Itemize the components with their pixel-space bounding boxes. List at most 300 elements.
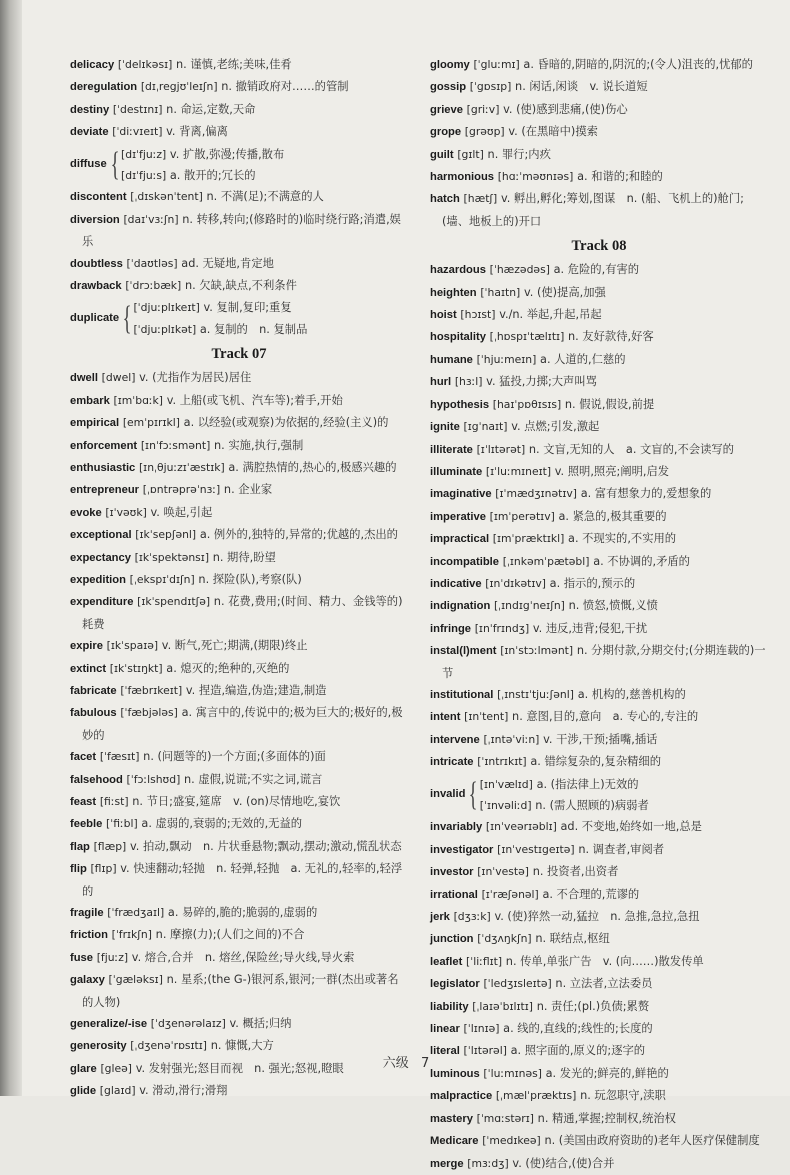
phonetic: [ˈdjuːplɪkət]	[133, 322, 197, 336]
headword: imperative	[430, 510, 486, 523]
headword: irrational	[430, 888, 478, 901]
definition: a. 满腔热情的,热心的,极感兴趣的	[228, 460, 397, 474]
definition: v. 快速翻动;轻抛 n. 轻弹,轻抛 a. 无礼的,轻率的,轻浮的	[82, 862, 403, 898]
headword: hatch	[430, 193, 460, 206]
word-entry	[70, 54, 408, 76]
phonetic: [hɔɪst]	[460, 308, 496, 322]
headword: imaginative	[430, 488, 492, 501]
word-entry	[70, 144, 408, 187]
dictionary-page	[22, 0, 790, 1170]
headword: investigator	[430, 843, 494, 856]
word-entry	[70, 858, 408, 902]
phonetic: [dɪˈfjuːs]	[121, 169, 167, 183]
word-entry	[430, 640, 768, 684]
phonetic: [ˌɪndɪgˈneɪʃn]	[493, 599, 565, 613]
definition: a. 发光的;鲜亮的,鲜艳的	[545, 1066, 669, 1080]
sense-line	[133, 297, 408, 318]
sense-line	[121, 165, 408, 186]
headword: feeble	[70, 818, 103, 831]
headword: luminous	[430, 1067, 480, 1080]
word-entry	[70, 635, 408, 657]
phonetic: [ɪnˈvestɪgeɪtə]	[497, 842, 575, 856]
headword: feast	[70, 796, 97, 808]
headword: embark	[70, 394, 110, 407]
word-entry	[430, 839, 768, 861]
definition: v. 点燃;引发,激起	[511, 420, 600, 434]
definition: v. (尤指作为居民)居住	[139, 371, 252, 385]
word-entry	[430, 76, 768, 98]
definition: v. 照明,照亮;阐明,启发	[554, 464, 670, 478]
phonetic: [ˈfiːbl]	[106, 817, 138, 831]
phonetic: [ˈhjuːmeɪn]	[476, 352, 537, 366]
headword: dwell	[70, 372, 98, 385]
headword: evoke	[70, 506, 102, 519]
page-number: 7	[420, 1056, 430, 1071]
definition: v. (使)感到悲痛,(使)伤心	[503, 102, 628, 116]
definition: n. 假说,假设,前提	[564, 397, 655, 411]
phonetic: [ɪnˈfrɪndʒ]	[474, 621, 530, 635]
phonetic: [dɪˌregjʊˈleɪʃn]	[140, 80, 218, 94]
definition: ad. 无疑地,肯定地	[181, 256, 274, 270]
phonetic: [ˈdaʊtləs]	[126, 256, 178, 270]
phonetic: [ˈdrɔːbæk]	[125, 279, 182, 293]
headword: fuse	[70, 951, 94, 964]
phonetic: [ˈdʒenərəlaɪz]	[150, 1017, 226, 1031]
definition: n. 传单,单张广告 v. (向……)散发传单	[505, 954, 704, 968]
word-entry	[430, 951, 768, 973]
word-entry	[70, 836, 408, 858]
left-column	[70, 54, 408, 1103]
phonetic: [ˌɪnkəmˈpætəbl]	[502, 554, 590, 568]
phonetic: [flɪp]	[90, 862, 117, 876]
definition: n. 节日;盛宴,筵席 v. (on)尽情地吃,宴饮	[132, 795, 341, 808]
headword: diversion	[70, 213, 120, 226]
headword: illiterate	[430, 443, 473, 456]
word-entry	[430, 684, 768, 706]
phonetic: [mɜːdʒ]	[467, 1156, 509, 1170]
definition: n. 玩忽职守,渎职	[580, 1089, 666, 1103]
headword: infringe	[430, 622, 472, 635]
headword: expedition	[70, 573, 126, 586]
phonetic: [ˈluːmɪnəs]	[483, 1066, 542, 1080]
definition: a. 人道的,仁慈的	[540, 352, 626, 366]
word-entry	[430, 973, 768, 995]
word-entry	[430, 326, 768, 348]
headword: literal	[430, 1045, 460, 1058]
definition: v. 概括;归纳	[229, 1017, 292, 1031]
headword: gloomy	[430, 59, 470, 71]
headword: instal(l)ment	[430, 645, 497, 658]
headword: exceptional	[70, 529, 132, 542]
phonetic: [ɪkˈspaɪə]	[106, 639, 159, 653]
phonetic: [ˈfrɪkʃn]	[111, 928, 152, 942]
right-column	[430, 54, 768, 1175]
headword: extinct	[70, 662, 107, 675]
definition: a. 和谐的;和睦的	[577, 170, 663, 184]
phonetic: [ˌhɒspɪˈtælɪtɪ]	[489, 330, 565, 344]
sense-list	[133, 297, 408, 340]
word-entry	[430, 506, 768, 528]
word-entry	[70, 99, 408, 121]
word-entry	[430, 774, 768, 817]
definition: n. 闲话,闲谈 v. 说长道短	[515, 80, 648, 94]
word-entry	[430, 259, 768, 281]
definition: n. 投资者,出资者	[532, 865, 619, 879]
definition: v. 孵出,孵化;筹划,图谋 n. (船、飞机上的)舱门;(墙、地板上的)开口	[442, 192, 744, 228]
word-entry	[430, 906, 768, 928]
phonetic: [ˈfæbrɪkeɪt]	[120, 683, 183, 697]
word-entry	[70, 1013, 408, 1035]
word-entry	[70, 479, 408, 501]
headword: expectancy	[70, 551, 131, 564]
brace-glyph: {	[469, 776, 479, 813]
phonetic: [ˈɪnvəliːd]	[479, 799, 532, 812]
phonetic: [ˈfrædʒaɪl]	[107, 906, 165, 920]
headword: doubtless	[70, 257, 123, 270]
phonetic: [ˌɪntəˈviːn]	[483, 732, 540, 746]
headword: facet	[70, 751, 97, 764]
definition: a. 易碎的,脆的;脆弱的,虚弱的	[167, 906, 318, 920]
phonetic: [ˈdjuːplɪkeɪt]	[133, 301, 200, 315]
headword: empirical	[70, 417, 120, 430]
word-entry	[70, 502, 408, 524]
headword: linear	[430, 1023, 460, 1036]
phonetic: [hɑːˈməʊnɪəs]	[497, 170, 574, 184]
headword: invalid	[430, 788, 466, 801]
headword: investor	[430, 866, 474, 879]
headword: friction	[70, 929, 108, 942]
phonetic: [ˌɒntrəprəˈnɜː]	[142, 483, 221, 497]
word-entry	[70, 769, 408, 791]
phonetic: [hætʃ]	[463, 192, 498, 206]
definition: v. 拍动,飘动 n. 片状垂悬物;飘动,摆动;激动,慌乱状态	[129, 839, 402, 853]
definition: a. 错综复杂的,复杂精细的	[530, 755, 662, 769]
definition: n. 转移,转向;(修路时的)临时绕行路;消遣,娱乐	[82, 212, 401, 249]
phonetic: [ɪkˈstɪŋkt]	[109, 661, 163, 675]
definition: a. 昏暗的,阴暗的,阴沉的;(令人)沮丧的,忧郁的	[523, 58, 753, 71]
phonetic: [ˈfɔːlshʊd]	[126, 772, 181, 786]
definition: a. 指示的,预示的	[549, 576, 636, 590]
phonetic: [ˌɪnstɪˈtjuːʃənl]	[497, 687, 574, 701]
headword: entrepreneur	[70, 484, 140, 497]
definition: v. 捏造,编造,伪造;建造,制造	[185, 683, 327, 697]
headword: hurl	[430, 376, 452, 389]
word-entry	[70, 702, 408, 746]
binding-shadow	[0, 0, 22, 1096]
phonetic: [ˈlɪnɪə]	[463, 1022, 500, 1036]
word-entry	[430, 416, 768, 438]
definition: n. 探险(队),考察(队)	[198, 572, 302, 586]
headword: indicative	[430, 577, 482, 590]
phonetic: [ˈɪntrɪkɪt]	[477, 755, 527, 769]
definition: v. 扩散,弥漫;传播,散布	[169, 147, 285, 161]
word-entry	[70, 186, 408, 208]
definition: a. 散开的;冗长的	[169, 169, 256, 183]
headword: intricate	[430, 756, 474, 769]
phonetic: [ˈdelɪkəsɪ]	[117, 58, 173, 71]
headword: fragile	[70, 907, 104, 920]
sense-line	[480, 795, 768, 816]
headword: fabulous	[70, 707, 117, 720]
phonetic: [ˈgæləksɪ]	[108, 973, 163, 987]
headword: illuminate	[430, 465, 483, 478]
word-entry	[70, 791, 408, 813]
headword: merge	[430, 1157, 464, 1170]
definition: v. (在黑暗中)摸索	[508, 125, 598, 139]
phonetic: [ɪnˈfɔːsmənt]	[140, 438, 211, 452]
definition: v. 背离,偏离	[166, 125, 228, 139]
word-entry	[70, 275, 408, 297]
definition: a. 富有想象力的,爱想象的	[580, 487, 712, 501]
headword: junction	[430, 933, 474, 946]
phonetic: [ɪˈluːmɪneɪt]	[485, 464, 552, 478]
definition: n. 调查者,审阅者	[578, 842, 665, 856]
definition: a. 机构的,慈善机构的	[577, 687, 686, 701]
word-entry	[430, 1130, 768, 1152]
brace-glyph: {	[122, 299, 132, 337]
headword: mastery	[430, 1112, 473, 1125]
phonetic: [ˈlɪtərəl]	[463, 1044, 507, 1058]
definition: v. 滑动,滑行;滑翔	[139, 1084, 228, 1098]
headword: guilt	[430, 148, 454, 161]
headword: flip	[70, 863, 87, 876]
brace-glyph: {	[110, 146, 120, 184]
word-entry	[430, 706, 768, 728]
headword: deviate	[70, 126, 109, 139]
word-entry	[430, 483, 768, 505]
headword: expenditure	[70, 596, 134, 609]
definition: n. 实施,执行,强制	[214, 438, 304, 452]
phonetic: [ˌdʒenəˈrɒsɪtɪ]	[130, 1039, 208, 1053]
headword: falsehood	[70, 773, 123, 786]
headword: jerk	[430, 911, 450, 924]
definition: a. 紧急的,极其重要的	[558, 509, 667, 523]
word-entry	[430, 121, 768, 143]
definition: v. 猛投,力掷;大声叫骂	[486, 375, 597, 389]
word-entry	[430, 144, 768, 166]
headword: harmonious	[430, 171, 495, 184]
phonetic: [ˈhæzədəs]	[489, 263, 550, 277]
phonetic: [ˈliːflɪt]	[466, 954, 503, 968]
phonetic: [ˈdiːvɪeɪt]	[112, 125, 163, 139]
definition: n. 星系;(the G-)银河系,银河;一群(杰出或著名的人物)	[82, 973, 399, 1009]
headword: Medicare	[430, 1135, 479, 1148]
phonetic: [griːv]	[466, 102, 500, 116]
word-entry	[70, 1080, 408, 1102]
word-entry	[430, 461, 768, 483]
definition: n. 虚假,说谎;不实之词,谎言	[183, 772, 323, 786]
word-entry	[70, 658, 408, 680]
phonetic: [ɪkˈspendɪtʃə]	[137, 595, 211, 609]
word-entry	[430, 528, 768, 550]
headword: expire	[70, 640, 103, 653]
headword: gossip	[430, 81, 467, 94]
phonetic: [ɪnˌθjuːzɪˈæstɪk]	[138, 460, 225, 474]
phonetic: [ɪnˈdɪkətɪv]	[485, 576, 546, 590]
word-entry	[70, 947, 408, 969]
definition: a. 不协调的,矛盾的	[593, 554, 690, 568]
definition: v. 断气,死亡;期满,(期限)终止	[161, 639, 308, 653]
definition: n. 立法者,立法委员	[555, 977, 653, 991]
headword: diffuse	[70, 158, 107, 171]
definition: a. (指法律上)无效的	[536, 777, 639, 791]
word-entry	[70, 367, 408, 389]
phonetic: [ɪˈræʃənəl]	[481, 887, 539, 901]
word-entry	[70, 924, 408, 946]
phonetic: [ɪnˈtent]	[464, 710, 509, 724]
phonetic: [ɪmˈbɑːk]	[113, 393, 164, 407]
headword: ignite	[430, 421, 460, 434]
word-entry	[430, 166, 768, 188]
word-entry	[430, 884, 768, 906]
headword: intervene	[430, 733, 480, 746]
definition: v. 违反,违背;侵犯,干扰	[532, 621, 648, 635]
word-entry	[70, 591, 408, 635]
headword: liability	[430, 1000, 469, 1013]
headword: grope	[430, 126, 462, 139]
definition: a. 危险的,有害的	[553, 263, 640, 277]
definition: n. 花费,费用;(时间、精力、金钱等的)耗费	[82, 595, 403, 631]
definition: v. 唤起,引起	[150, 505, 213, 519]
word-entry	[430, 816, 768, 838]
definition: n. 慷慨,大方	[210, 1039, 274, 1053]
phonetic: [ɪˈvəʊk]	[105, 505, 147, 519]
definition: a. 不合理的,荒谬的	[542, 887, 640, 901]
headword: duplicate	[70, 312, 120, 325]
definition: n. 谨慎,老练;美味,佳肴	[175, 58, 292, 71]
headword: institutional	[430, 688, 494, 701]
definition: a. 不现实的,不实用的	[568, 532, 677, 546]
definition: v. 发射强光;怒目而视 n. 强光;怒视,瞪眼	[135, 1061, 344, 1075]
word-entry	[70, 253, 408, 275]
definition: n. 责任;(pl.)负债;累赘	[536, 999, 650, 1013]
page-footer	[22, 1052, 790, 1071]
phonetic: [gleə]	[100, 1061, 133, 1075]
phonetic: [ɪmˈperətɪv]	[489, 509, 555, 523]
word-entry	[430, 99, 768, 121]
phonetic: [dɪˈfjuːz]	[121, 147, 167, 161]
headword: humane	[430, 353, 473, 366]
definition: v. 干涉,干预;插嘴,插话	[543, 732, 658, 746]
word-entry	[70, 412, 408, 434]
definition: a. 虚弱的,衰弱的;无效的,无益的	[141, 817, 303, 831]
headword: hoist	[430, 309, 457, 322]
word-entry	[70, 547, 408, 569]
phonetic: [ɪgˈnaɪt]	[463, 420, 508, 434]
headword: galaxy	[70, 974, 105, 987]
footer-section: 六级	[382, 1056, 409, 1071]
word-entry	[70, 746, 408, 768]
phonetic: [fjuːz]	[96, 950, 129, 964]
phonetic: [ˌekspɪˈdɪʃn]	[129, 572, 195, 586]
word-entry	[430, 928, 768, 950]
word-entry	[430, 1108, 768, 1130]
headword: delicacy	[70, 59, 115, 71]
word-entry	[70, 680, 408, 702]
phonetic: [ɪnˈveərɪəblɪ]	[485, 820, 557, 834]
word-entry	[70, 390, 408, 412]
definition: n. 愤怒,愤慨,义愤	[568, 599, 658, 613]
phonetic: [ˈdestɪnɪ]	[112, 102, 163, 116]
word-entry	[430, 573, 768, 595]
definition: v. (使)提高,加强	[523, 285, 606, 299]
headword: hospitality	[430, 331, 486, 344]
phonetic: [ˈledʒɪsleɪtə]	[483, 977, 552, 991]
word-entry	[70, 76, 408, 98]
track-heading: Track 07	[211, 346, 267, 363]
word-entry	[430, 282, 768, 304]
phonetic: [haɪˈpɒθɪsɪs]	[492, 397, 562, 411]
word-entry	[70, 209, 408, 253]
definition: n. 友好款待,好客	[567, 330, 654, 344]
word-entry	[430, 618, 768, 640]
phonetic: [grəʊp]	[464, 125, 505, 139]
phonetic: [ɪkˈsepʃənl]	[135, 528, 197, 542]
phonetic: [ˈfæsɪt]	[99, 750, 140, 764]
sense-list	[480, 774, 768, 817]
word-entry	[70, 813, 408, 835]
headword: intent	[430, 711, 461, 724]
phonetic: [ɪˈmædʒɪnətɪv]	[495, 487, 577, 501]
word-entry	[70, 902, 408, 924]
word-entry	[70, 435, 408, 457]
headword: hazardous	[430, 264, 486, 277]
phonetic: [daɪˈvɜːʃn]	[123, 212, 179, 226]
phonetic: [dwel]	[101, 371, 136, 385]
phonetic: [ɪˈlɪtərət]	[476, 442, 526, 456]
sense-line	[133, 319, 408, 340]
track-heading: Track 08	[571, 238, 627, 255]
phonetic: [ˈgluːmɪ]	[473, 58, 520, 71]
word-entry	[430, 1153, 768, 1175]
headword: impractical	[430, 533, 490, 546]
word-entry	[430, 188, 768, 232]
word-entry	[430, 54, 768, 76]
phonetic: [ˈmedɪkeə]	[482, 1134, 541, 1148]
headword: hypothesis	[430, 398, 490, 411]
phonetic: [ˈgɒsɪp]	[469, 80, 512, 94]
definition: n. 精通,掌握;控制权,统治权	[537, 1111, 676, 1125]
headword: destiny	[70, 103, 110, 116]
definition: a. 寓言中的,传说中的;极为巨大的;极好的,极妙的	[82, 706, 403, 742]
phonetic: [ɪmˈpræktɪkl]	[492, 532, 565, 546]
definition: n. 不满(足);不满意的人	[206, 190, 324, 204]
sense-list	[121, 144, 408, 187]
definition: a. 例外的,独特的,异常的;优越的,杰出的	[199, 528, 398, 542]
word-entry	[70, 524, 408, 546]
phonetic: [hɜːl]	[454, 375, 483, 389]
headword: generalize/-ise	[70, 1018, 148, 1031]
headword: glide	[70, 1085, 97, 1098]
headword: leaflet	[430, 955, 463, 968]
headword: heighten	[430, 286, 477, 299]
word-entry	[430, 439, 768, 461]
word-entry	[430, 996, 768, 1018]
word-entry	[70, 569, 408, 591]
definition: v. (使)猝然一动,猛拉 n. 急推,急拉,急扭	[494, 910, 700, 924]
phonetic: [ˌlaɪəˈbɪlɪtɪ]	[472, 999, 533, 1013]
phonetic: [emˈpɪrɪkl]	[122, 416, 180, 430]
phonetic: [ɪnˈstɔːlmənt]	[500, 644, 574, 658]
definition: a. 照字面的,原义的;逐字的	[510, 1044, 646, 1058]
headword: flap	[70, 840, 90, 853]
headword: discontent	[70, 191, 127, 204]
definition: n. 企业家	[223, 483, 273, 497]
headword: generosity	[70, 1040, 127, 1053]
sense-line	[121, 144, 408, 165]
definition: v. 上船(或飞机、汽车等);着手,开始	[166, 393, 343, 407]
phonetic: [ˌdɪskənˈtent]	[130, 190, 203, 204]
